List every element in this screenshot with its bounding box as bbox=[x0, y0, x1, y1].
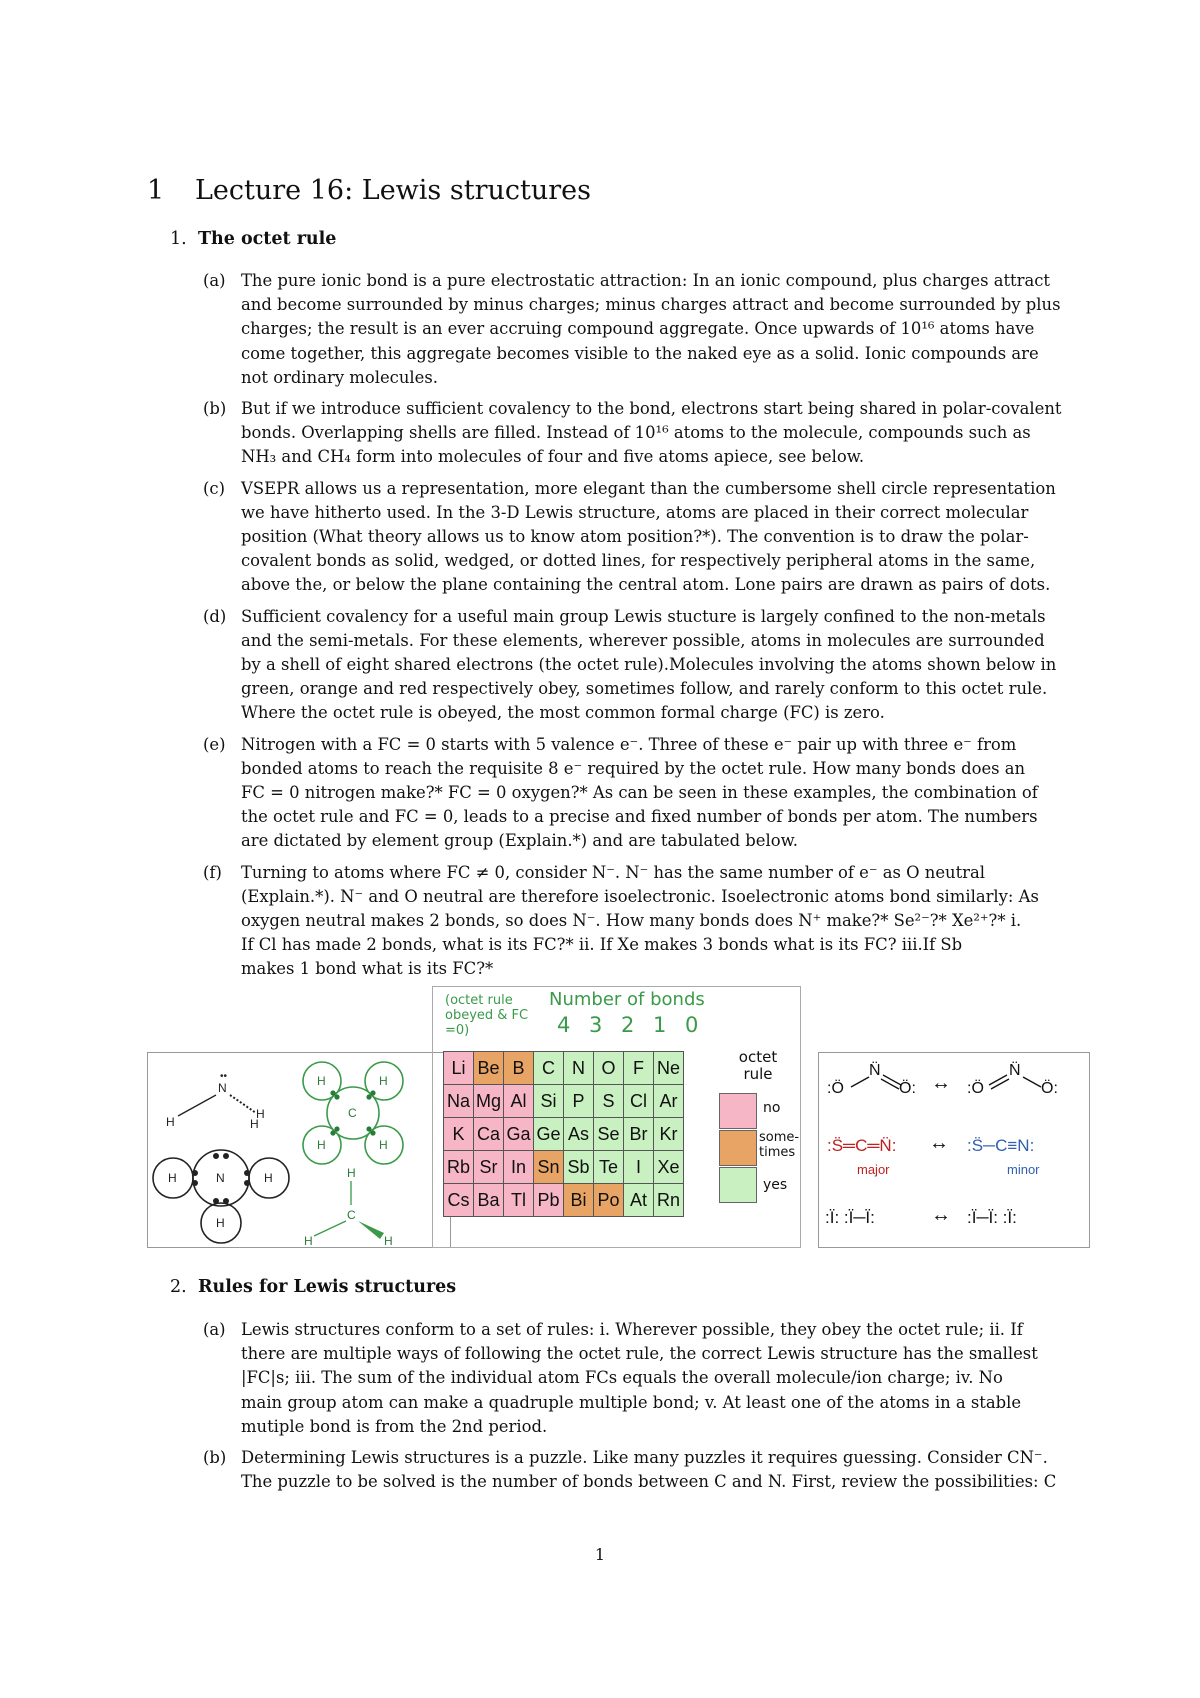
element-cell: Si bbox=[534, 1085, 564, 1118]
text-line: not ordinary molecules. bbox=[241, 367, 438, 387]
resonance-arrow: ↔ bbox=[929, 1132, 949, 1154]
text-line: Nitrogen with a FC = 0 starts with 5 valence e⁻. Three of these e⁻ pair up with three e⁻ from bbox=[241, 734, 1017, 754]
text-line: Lewis structures conform to a set of rules: i. Wherever possible, they obey the octet rule; ii. If bbox=[241, 1320, 1023, 1339]
no2-center: N̈ bbox=[869, 1062, 881, 1079]
major-label: major bbox=[857, 1162, 890, 1177]
text-line: the octet rule and FC = 0, leads to a precise and fixed number of bonds per atom. The numbers bbox=[241, 807, 1038, 827]
text-line: |FC|s; iii. The sum of the individual atom FCs equals the overall molecule/ion charge; iv. No bbox=[241, 1368, 1003, 1388]
text-line: and the semi-metals. For these elements, wherever possible, atoms in molecules are surrounded bbox=[241, 630, 1045, 650]
nh3-h-label: H bbox=[250, 1117, 259, 1131]
bond-count: 1 bbox=[653, 1013, 669, 1037]
table-row bbox=[444, 1052, 684, 1085]
element-cell: Na bbox=[444, 1085, 474, 1118]
text-line: Turning to atoms where FC ≠ 0, consider N⁻. N⁻ has the same number of e⁻ as O neutral bbox=[241, 862, 986, 882]
element-cell: Be bbox=[474, 1052, 504, 1085]
element-cell: P bbox=[564, 1085, 594, 1118]
list-item bbox=[203, 1318, 1091, 1439]
subsection-octet-rule bbox=[170, 229, 336, 249]
element-cell: K bbox=[444, 1118, 474, 1151]
text-line: green, orange and red respectively obey, sometimes follow, and rarely conform to this octet rule. bbox=[241, 679, 1048, 699]
no2-right: Ö: bbox=[899, 1080, 916, 1097]
molecule-figure-panel bbox=[147, 1052, 451, 1248]
text-line: bonded atoms to reach the requisite 8 e⁻ required by the octet rule. How many bonds does an bbox=[241, 758, 1026, 778]
text-line: there are multiple ways of following the octet rule, the correct Lewis structure has the smallest bbox=[241, 1344, 1038, 1364]
text-line: makes 1 bond what is its FC?* bbox=[241, 959, 494, 979]
text-line: above the, or below the plane containing the central atom. Lone pairs are drawn as pairs of dots. bbox=[241, 575, 1051, 595]
element-cell: Cs bbox=[444, 1184, 474, 1217]
element-cell: Bi bbox=[564, 1184, 594, 1217]
element-cell: Te bbox=[594, 1151, 624, 1184]
table-row bbox=[444, 1085, 684, 1118]
text-line: come together, this aggregate becomes visible to the naked eye as a solid. Ionic compounds are bbox=[241, 343, 1039, 363]
ch4-h-label: H bbox=[379, 1074, 388, 1088]
element-cell: At bbox=[624, 1184, 654, 1217]
resonance-panel bbox=[818, 1052, 1090, 1248]
table-title: Number of bonds bbox=[549, 989, 705, 1010]
nh3-ch4-diagrams bbox=[148, 1053, 450, 1247]
text-line: But if we introduce sufficient covalency to the bond, electrons start being shared in polar-covalent bbox=[241, 399, 1062, 418]
item-text bbox=[241, 605, 1091, 726]
ch4-h-label: H bbox=[317, 1138, 326, 1152]
lone-pair-dots: •• bbox=[220, 1071, 228, 1082]
element-cell: C bbox=[534, 1052, 564, 1085]
resonance-arrow: ↔ bbox=[931, 1072, 951, 1094]
nh3-n-label: N bbox=[218, 1081, 227, 1095]
i3-right: :Ï─Ï: :Ï: bbox=[967, 1208, 1017, 1227]
element-cell: Ga bbox=[504, 1118, 534, 1151]
element-cell: F bbox=[624, 1052, 654, 1085]
element-cell: Ba bbox=[474, 1184, 504, 1217]
text-line: The pure ionic bond is a pure electrostatic attraction: In an ionic compound, plus charges attract bbox=[241, 271, 1051, 290]
no2-right-b: Ö: bbox=[1041, 1080, 1058, 1097]
element-cell: Sr bbox=[474, 1151, 504, 1184]
bond-count: 2 bbox=[621, 1013, 637, 1037]
table-row bbox=[444, 1151, 684, 1184]
text-line: VSEPR allows us a representation, more elegant than the cumbersome shell circle representation bbox=[241, 478, 1056, 498]
resonance-arrow: ↔ bbox=[931, 1204, 951, 1226]
legend-swatch-yes bbox=[719, 1167, 757, 1203]
text-line: NH₃ and CH₄ form into molecules of four and five atoms apiece, see below. bbox=[241, 447, 865, 467]
element-cell: Pb bbox=[534, 1184, 564, 1217]
text-line: by a shell of eight shared electrons (the octet rule).Molecules involving the atoms shown below in bbox=[241, 655, 1057, 674]
element-cell: Mg bbox=[474, 1085, 504, 1118]
element-cell: In bbox=[504, 1151, 534, 1184]
nh3-h-label: H bbox=[166, 1115, 175, 1129]
shell-n-label: N bbox=[216, 1171, 225, 1185]
subsection-title: Rules for Lewis structures bbox=[198, 1277, 457, 1297]
periodic-table-grid bbox=[443, 1051, 684, 1217]
subsection-number: 2. bbox=[170, 1277, 187, 1297]
legend-yes-label: yes bbox=[763, 1177, 788, 1193]
section-number: 1 bbox=[147, 175, 165, 206]
item-text bbox=[241, 861, 1091, 982]
shell-h-label: H bbox=[168, 1171, 177, 1185]
element-cell: O bbox=[594, 1052, 624, 1085]
legend-sometimes-label: some-times bbox=[759, 1130, 800, 1160]
item-text bbox=[241, 269, 1091, 390]
ch4-h-label: H bbox=[384, 1234, 393, 1247]
item-label: (c) bbox=[203, 478, 225, 498]
item-text bbox=[241, 1446, 1091, 1494]
element-cell: Li bbox=[444, 1052, 474, 1085]
minor-label: minor bbox=[1007, 1162, 1040, 1177]
text-line: main group atom can make a quadruple multiple bond; v. At least one of the atoms in a stable bbox=[241, 1392, 1022, 1412]
item-text bbox=[241, 1318, 1091, 1439]
list-item bbox=[203, 861, 1091, 982]
element-cell: N bbox=[564, 1052, 594, 1085]
bond-count: 0 bbox=[685, 1013, 701, 1037]
list-item bbox=[203, 733, 1091, 854]
list-item bbox=[203, 269, 1091, 390]
element-cell: S bbox=[594, 1085, 624, 1118]
legend-title: octet rule bbox=[738, 1048, 778, 1083]
text-line: oxygen neutral makes 2 bonds, so does N⁻. How many bonds does N⁺ make?* Se²⁻?* Xe²⁺?* i. bbox=[241, 911, 1022, 930]
table-row bbox=[444, 1118, 684, 1151]
text-line: FC = 0 nitrogen make?* FC = 0 oxygen?* As can be seen in these examples, the combination of bbox=[241, 783, 1038, 802]
bond-counts bbox=[557, 1013, 717, 1037]
scn-major: :S̈═C═N̈: bbox=[827, 1136, 897, 1155]
no2-left: :Ö bbox=[827, 1080, 844, 1097]
ch4-c-label: C bbox=[347, 1208, 356, 1222]
ch4-c-label: C bbox=[348, 1106, 357, 1120]
text-line: and become surrounded by minus charges; minus charges attract and become surrounded by plus bbox=[241, 295, 1061, 315]
element-cell: Al bbox=[504, 1085, 534, 1118]
text-line: Where the octet rule is obeyed, the most common formal charge (FC) is zero. bbox=[241, 703, 885, 723]
text-line: The puzzle to be solved is the number of bonds between C and N. First, review the possibilities: C bbox=[241, 1472, 1057, 1492]
element-cell: Tl bbox=[504, 1184, 534, 1217]
text-line: position (What theory allows us to know atom position?*). The convention is to draw the polar- bbox=[241, 527, 1029, 546]
scn-minor: :S̈─C≡N: bbox=[967, 1136, 1035, 1155]
list-item bbox=[203, 397, 1091, 470]
list-item bbox=[203, 1446, 1091, 1494]
ch4-h-label: H bbox=[317, 1074, 326, 1088]
element-cell: Po bbox=[594, 1184, 624, 1217]
list-item bbox=[203, 605, 1091, 726]
shell-h-label: H bbox=[216, 1216, 225, 1230]
element-cell: Kr bbox=[654, 1118, 684, 1151]
ch4-h-label: H bbox=[379, 1138, 388, 1152]
element-cell: Ge bbox=[534, 1118, 564, 1151]
text-line: bonds. Overlapping shells are filled. Instead of 10¹⁶ atoms to the molecule, compounds such as bbox=[241, 423, 1031, 443]
resonance-structures bbox=[819, 1053, 1089, 1247]
text-line: are dictated by element group (Explain.*) and are tabulated below. bbox=[241, 831, 798, 851]
element-cell: Ne bbox=[654, 1052, 684, 1085]
text-line: mutiple bond is from the 2nd period. bbox=[241, 1416, 548, 1436]
subsection-number: 1. bbox=[170, 229, 187, 249]
section-title bbox=[147, 175, 591, 206]
text-line: If Cl has made 2 bonds, what is its FC?* ii. If Xe makes 3 bonds what is its FC? iii.If Sb bbox=[241, 935, 963, 955]
element-cell: Br bbox=[624, 1118, 654, 1151]
bond-count: 3 bbox=[589, 1013, 605, 1037]
ch4-h-label: H bbox=[347, 1166, 356, 1180]
table-note: (octet rule obeyed & FC =0) bbox=[445, 993, 529, 1038]
element-cell: Sn bbox=[534, 1151, 564, 1184]
no2-left-b: :Ö bbox=[967, 1080, 984, 1097]
item-label: (e) bbox=[203, 734, 226, 754]
item-text bbox=[241, 477, 1091, 598]
element-cell: As bbox=[564, 1118, 594, 1151]
item-text bbox=[241, 397, 1091, 470]
element-cell: I bbox=[624, 1151, 654, 1184]
element-cell: Sb bbox=[564, 1151, 594, 1184]
section-title-text: Lecture 16: Lewis structures bbox=[195, 175, 591, 206]
element-cell: Se bbox=[594, 1118, 624, 1151]
item-label: (b) bbox=[203, 1448, 227, 1467]
nh3-h-label: H bbox=[256, 1107, 265, 1121]
item-label: (d) bbox=[203, 606, 227, 626]
text-line: Sufficient covalency for a useful main group Lewis stucture is largely confined to the non-metals bbox=[241, 606, 1046, 626]
text-line: we have hitherto used. In the 3-D Lewis structure, atoms are placed in their correct molecular bbox=[241, 502, 1029, 522]
element-cell: B bbox=[504, 1052, 534, 1085]
text-line: (Explain.*). N⁻ and O neutral are therefore isoelectronic. Isoelectronic atoms bond similarly: As bbox=[241, 886, 1039, 906]
table-row bbox=[444, 1184, 684, 1217]
item-label: (f) bbox=[203, 862, 222, 882]
legend-swatch-sometimes bbox=[719, 1130, 757, 1166]
bond-count: 4 bbox=[557, 1013, 573, 1037]
legend-swatch-no bbox=[719, 1093, 757, 1129]
subsection-lewis-rules bbox=[170, 1277, 456, 1297]
item-label: (a) bbox=[203, 1320, 226, 1339]
element-cell: Ca bbox=[474, 1118, 504, 1151]
element-cell: Ar bbox=[654, 1085, 684, 1118]
item-text bbox=[241, 733, 1091, 854]
text-line: Determining Lewis structures is a puzzle. Like many puzzles it requires guessing. Consider CN⁻. bbox=[241, 1448, 1048, 1467]
text-line: charges; the result is an ever accruing compound aggregate. Once upwards of 10¹⁶ atoms have bbox=[241, 319, 1035, 339]
page-number: 1 bbox=[594, 1545, 606, 1564]
element-cell: Xe bbox=[654, 1151, 684, 1184]
no2-center-b: N̈ bbox=[1009, 1062, 1021, 1079]
item-label: (b) bbox=[203, 399, 227, 418]
i3-left: :Ï: :Ï─Ï: bbox=[825, 1208, 875, 1227]
item-label: (a) bbox=[203, 271, 226, 290]
list-item bbox=[203, 477, 1091, 598]
bond-count-table-panel bbox=[432, 986, 801, 1248]
shell-h-label: H bbox=[264, 1171, 273, 1185]
text-line: covalent bonds as solid, wedged, or dotted lines, for respectively peripheral atoms in the same, bbox=[241, 551, 1036, 571]
ch4-h-label: H bbox=[304, 1234, 313, 1247]
element-cell: Cl bbox=[624, 1085, 654, 1118]
subsection-title: The octet rule bbox=[198, 229, 337, 249]
element-cell: Rb bbox=[444, 1151, 474, 1184]
legend-no-label: no bbox=[763, 1100, 781, 1116]
element-cell: Rn bbox=[654, 1184, 684, 1217]
